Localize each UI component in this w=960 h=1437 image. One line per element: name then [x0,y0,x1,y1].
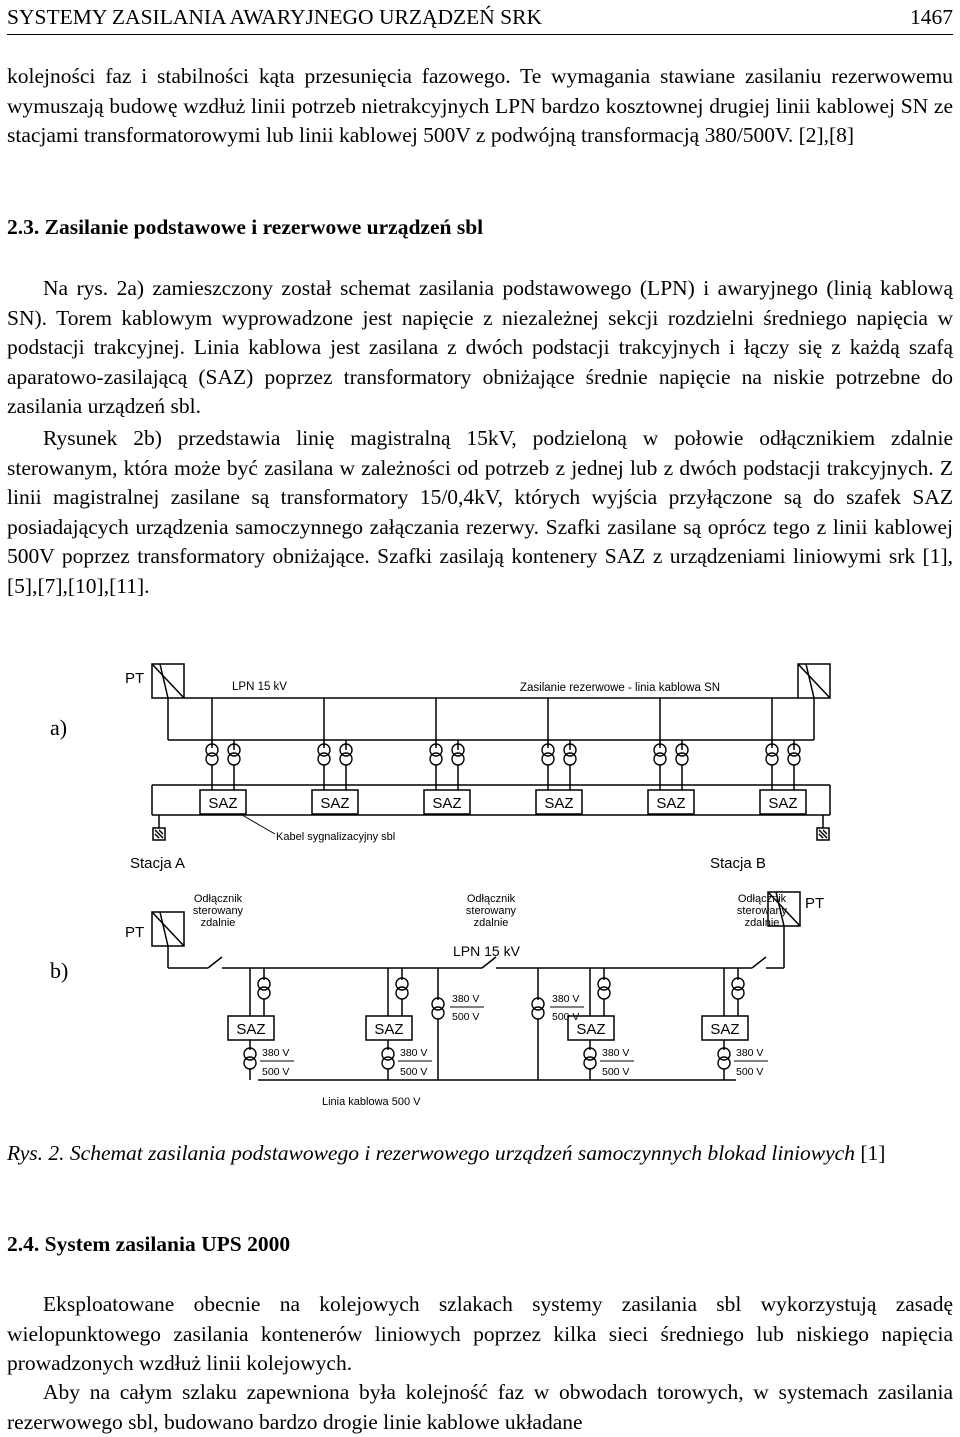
caption-ref: [1] [860,1141,886,1165]
pt-label-a: PT [125,670,145,687]
figure-power-supply-schematic [0,650,960,1120]
lpn-label-a: LPN 15 kV [232,681,287,693]
switch-blade-right [752,957,766,968]
switch-middle-l3: zdalnie [473,917,509,929]
v500-label-b-1: 500 V [262,1066,290,1078]
paragraph-5: Aby na całym szlaku zapewniona była kolejność faz w obwodach torowych, w systemach zasilania rezerwowego sbl, budowano bardzo drogie linie kablowe układane [7,1380,953,1434]
header-title: SYSTEMY ZASILANIA AWARYJNEGO URZĄDZEŃ SRK [7,5,543,29]
transformer-500v-b-2 [382,1048,394,1069]
switch-blade-left [208,957,222,968]
transformer-500v-b-1 [244,1048,256,1069]
saz-label-a-4: SAZ [544,795,574,812]
saz-label-a-5: SAZ [656,795,686,812]
cable-label-a: Kabel sygnalizacyjny sbl [276,831,396,843]
saz-label-b-4: SAZ [710,1021,740,1038]
v500-label-b-3: 500 V [602,1066,630,1078]
v380-mid-b-2: 380 V [552,993,580,1005]
transformer-500v-b-4 [718,1048,730,1069]
paragraph-4: Eksploatowane obecnie na kolejowych szlakach systemy zasilania sbl wykorzystują zasadę wielopunktowego zasilania kontenerów liniowych poprzez kilka sieci średniego lub niskiego napięcia prowadzonych wzdłuż linii kolejowych. [7,1292,953,1375]
paragraph-3: Rysunek 2b) przedstawia linię magistralną 15kV, podzieloną w połowie odłącznikiem zdalnie sterowanym, która może być zasilana w zależności od potrzeb z jednej lub z dwóch podstacji trakcyjnych. Z linii magistralnej zasilane są transformatory 15/0,4kV, których wyjścia przyłączone są do szafek SAZ posiadających urządzenia samoczynnego załączania rezerwy. Szafki zasilane są oprócz tego z linii kablowej 500V poprzez transformatory obniżające. Szafki zasilają kontenery SAZ z urządzeniami liniowymi srk [1],[5],[7],[10],[11]. [7,426,953,598]
saz-label-b-1: SAZ [236,1021,266,1038]
section-heading-2-4: 2.4. System zasilania UPS 2000 [7,1232,291,1256]
pt-label-right-b: PT [805,895,825,912]
v380-mid-b-1: 380 V [452,993,480,1005]
saz-label-b-2: SAZ [374,1021,404,1038]
saz-label-b-3: SAZ [576,1021,606,1038]
v380-label-b-3: 380 V [602,1047,630,1059]
figure-caption [7,1138,960,1168]
transformer-lpn-b-2 [396,978,408,999]
transformer-lpn-b-1 [258,978,270,999]
switch-right-l2: sterowany [736,905,788,917]
v500-label-b-4: 500 V [736,1066,764,1078]
station-a-label: Stacja A [130,855,186,872]
transformer-lpn-b-3 [598,978,610,999]
v500-label-b-2: 500 V [400,1066,428,1078]
transformer-mid-b-1 [432,998,444,1019]
switch-middle-l1: Odłącznik [466,893,516,905]
saz-label-a-1: SAZ [208,795,238,812]
saz-label-a-2: SAZ [320,795,350,812]
switch-left-l1: Odłącznik [193,893,243,905]
switch-left-l2: sterowany [192,905,244,917]
saz-label-a-6: SAZ [768,795,798,812]
v380-label-b-1: 380 V [262,1047,290,1059]
section-heading-2-3: 2.3. Zasilanie podstawowe i rezerwowe urządzeń sbl [7,215,484,239]
page-number: 1467 [910,5,953,29]
switch-left-l3: zdalnie [200,917,236,929]
v380-label-b-4: 380 V [736,1047,764,1059]
transformer-500v-b-3 [584,1048,596,1069]
reserve-label-a: Zasilanie rezerwowe - linia kablowa SN [520,682,721,694]
pt-label-left-b: PT [125,924,145,941]
switch-right-l1: Odłącznik [737,893,787,905]
v500-mid-b-1: 500 V [452,1011,480,1023]
schematic-diagram [0,650,960,1120]
figure-label-b: b) [50,958,69,983]
transformer-lpn-b-4 [732,978,744,999]
running-header [7,2,953,35]
station-b-label: Stacja B [710,855,766,872]
lpn-label-b: LPN 15 kV [453,943,520,959]
switch-right-l3: zdalnie [744,917,780,929]
transformer-mid-b-2 [532,998,544,1019]
v500-mid-b-2: 500 V [552,1011,580,1023]
cable-500v-label: Linia kablowa 500 V [322,1096,421,1108]
paragraph-1: kolejności faz i stabilności kąta przesunięcia fazowego. Te wymagania stawiane zasilaniu rezerwowemu wymuszają budowę wzdłuż linii potrzeb nietrakcyjnych LPN bardzo kosztownej drugiej linii kablowej SN ze stacjami transformatorowymi lub linii kablowej 500V z podwójną transformacją 380/500V. [2],[8] [7,64,953,147]
figure-label-a: a) [50,715,68,740]
saz-label-a-3: SAZ [432,795,462,812]
paragraph-2: Na rys. 2a) zamieszczony został schemat zasilania podstawowego (LPN) i awaryjnego (linią kablową SN). Torem kablowym wyprowadzone jest napięcie z niezależnej sekcji rozdzielni średniego napięcia w podstacji trakcyjnej. Linia kablowa jest zasilana z dwóch podstacji trakcyjnych i łączy się z każdą szafą aparatowo-zasilającą (SAZ) poprzez transformatory obniżające średnie napięcie na niskie potrzebne do zasilania urządzeń sbl. [7,276,953,418]
v380-label-b-2: 380 V [400,1047,428,1059]
caption-text: Rys. 2. Schemat zasilania podstawowego i rezerwowego urządzeń samoczynnych blokad liniowych [7,1141,855,1165]
switch-middle-l2: sterowany [465,905,517,917]
